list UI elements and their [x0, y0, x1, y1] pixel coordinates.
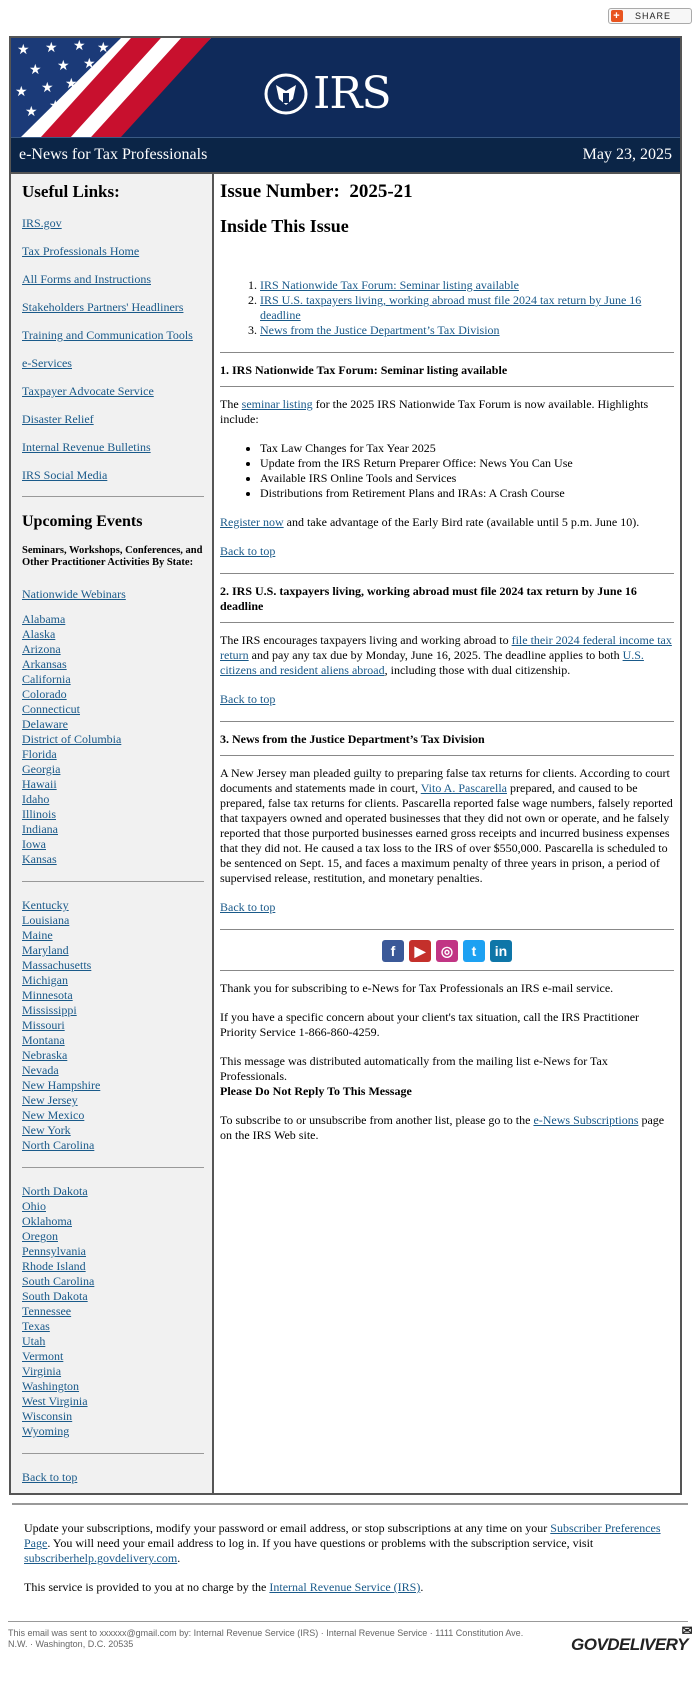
text-span: prepared, and caused to be prepared, false tax returns for clients. Pascarella reported false wage numbers, falsely reported that taxpayers owned and operated businesses that they did not own or operate, and he falsely reported that those purported businesses earned gross receipts and incurred business expenses that they did not. He caused a tax loss to the IRS of over $550,000. Pascarella is scheduled to be sentenced on Sept. 15, and faces a maximum penalty of three years in prison, a period of supervised release, restitution, and monetary penalties. [220, 781, 673, 885]
text-span: This service is provided to you at no charge by the [24, 1580, 270, 1594]
text-span: for the 2025 IRS Nationwide Tax Forum is now available. Highlights include: [220, 397, 649, 426]
bullet-item: • Tax Law Changes for Tax Year 2025 [260, 441, 674, 456]
closing-concern: If you have a specific concern about your client's tax situation, call the IRS Practitioner Priority Service 1-866-860-4259. [220, 1010, 640, 1039]
sidebar [11, 174, 214, 1493]
content-columns [11, 172, 680, 1493]
state-link[interactable]: Maine [22, 928, 53, 942]
state-link[interactable]: Delaware [22, 717, 68, 731]
text-span: , including those with dual citizenship. [384, 663, 571, 677]
share-row [0, 0, 700, 34]
state-link[interactable]: Georgia [22, 762, 61, 776]
useful-link[interactable]: Disaster Relief [22, 412, 94, 426]
irs-logo-text: IRS [313, 68, 391, 119]
useful-links-list [22, 216, 204, 482]
svg-text:★: ★ [73, 38, 86, 54]
section-1-heading: 1. IRS Nationwide Tax Forum: Seminar listing available [220, 363, 508, 377]
upcoming-events-subtitle: Seminars, Workshops, Conferences, and Other Practitioner Activities By State: [22, 545, 203, 568]
section-divider [220, 622, 674, 623]
text-span: page on the IRS Web site. [220, 1113, 665, 1142]
state-link[interactable]: New Jersey [22, 1093, 78, 1107]
svg-text:★: ★ [45, 40, 58, 56]
state-link[interactable]: Pennsylvania [22, 1244, 86, 1258]
toc-item [260, 323, 674, 338]
newsletter-subbar [11, 137, 680, 172]
back-to-top-row [220, 692, 674, 707]
state-link[interactable]: Tennessee [22, 1304, 72, 1318]
banner [11, 38, 680, 137]
toc-item [260, 278, 674, 293]
newsletter-title: e-News for Tax Professionals [19, 146, 208, 163]
state-link[interactable]: Kentucky [22, 898, 69, 912]
upcoming-events-title: Upcoming Events [22, 513, 143, 530]
footer-service-paragraph [24, 1580, 676, 1595]
section-3-heading: 3. News from the Justice Department’s Tax Division [220, 732, 485, 746]
section-2-heading: 2. IRS U.S. taxpayers living, working abroad must file 2024 tax return by June 16 deadline [220, 584, 637, 613]
state-link[interactable]: Alabama [22, 612, 66, 626]
state-link[interactable]: Kansas [22, 852, 57, 866]
bullet-item: • Available IRS Online Tools and Services [260, 471, 674, 486]
linkedin-icon[interactable]: in [490, 940, 512, 962]
plus-icon: + [611, 10, 623, 22]
newsletter-frame [9, 36, 682, 1495]
svg-text:★: ★ [29, 62, 42, 78]
state-link[interactable]: South Dakota [22, 1289, 88, 1303]
table-of-contents [220, 278, 674, 338]
instagram-icon[interactable]: ◎ [436, 940, 458, 962]
svg-text:★: ★ [65, 76, 78, 92]
useful-link[interactable]: Internal Revenue Bulletins [22, 440, 151, 454]
subscriber-preferences-link[interactable]: Subscriber Preferences Page [24, 1521, 661, 1550]
section-1-paragraph [220, 397, 674, 427]
svg-text:★: ★ [83, 56, 96, 72]
state-link[interactable]: Utah [22, 1334, 46, 1348]
state-link[interactable]: New Mexico [22, 1108, 85, 1122]
section-divider [220, 386, 674, 387]
sidebar-divider [22, 1453, 204, 1454]
useful-link[interactable]: Taxpayer Advocate Service [22, 384, 154, 398]
sidebar-divider [22, 881, 204, 882]
state-link[interactable]: Vermont [22, 1349, 64, 1363]
state-link[interactable]: Virginia [22, 1364, 62, 1378]
bullet-item: • Distributions from Retirement Plans and IRAs: A Crash Course [260, 486, 674, 501]
useful-link[interactable]: Stakeholders Partners' Headliners [22, 300, 184, 314]
sidebar-divider [22, 496, 204, 497]
inside-this-issue-heading: Inside This Issue [220, 216, 349, 236]
section-divider [220, 573, 674, 574]
state-link[interactable]: Nevada [22, 1063, 59, 1077]
seminar-listing-link[interactable]: seminar listing [241, 397, 313, 411]
text-span: The IRS encourages taxpayers living and working abroad to [220, 633, 512, 647]
toc-item [260, 293, 674, 323]
svg-text:★: ★ [49, 98, 62, 114]
state-link[interactable]: Mississippi [22, 1003, 77, 1017]
state-link[interactable]: West Virginia [22, 1394, 88, 1408]
state-link[interactable]: Iowa [22, 837, 46, 851]
closing-distribution [220, 1054, 674, 1099]
section-divider [220, 755, 674, 756]
state-link[interactable]: Massachusetts [22, 958, 92, 972]
useful-link[interactable]: Training and Communication Tools [22, 328, 193, 342]
section-divider [220, 352, 674, 353]
state-link[interactable]: Washington [22, 1379, 80, 1393]
text-span: To subscribe to or unsubscribe from another list, please go to the [220, 1113, 534, 1127]
facebook-icon[interactable]: f [382, 940, 404, 962]
toc-link[interactable]: IRS Nationwide Tax Forum: Seminar listing available [260, 278, 519, 292]
youtube-icon[interactable]: ▶ [409, 940, 431, 962]
do-not-reply-notice: Please Do Not Reply To This Message [220, 1084, 412, 1098]
section-divider [220, 970, 674, 971]
text-span: . [177, 1551, 181, 1565]
state-link[interactable]: California [22, 672, 71, 686]
nationwide-webinars-link[interactable]: Nationwide Webinars [22, 587, 126, 601]
state-link[interactable]: Hawaii [22, 777, 57, 791]
subscriber-help-link[interactable]: subscriberhelp.govdelivery.com [24, 1551, 178, 1565]
issue-label: Issue Number: [220, 181, 340, 202]
state-link[interactable]: North Carolina [22, 1138, 95, 1152]
state-link[interactable]: Nebraska [22, 1048, 68, 1062]
sidebar-back-to-top-link[interactable]: Back to top [22, 1470, 78, 1484]
closing-subscribe [220, 1113, 674, 1143]
envelope-icon: ✉ [681, 1623, 692, 1638]
state-link[interactable]: New Hampshire [22, 1078, 101, 1092]
text-span: and pay any tax due by Monday, June 16, 2025. The deadline applies to both [248, 648, 623, 662]
section-1-bullet-list [220, 441, 674, 501]
svg-text:★: ★ [17, 42, 30, 58]
register-now-link[interactable]: Register now [220, 515, 284, 529]
state-link[interactable]: Florida [22, 747, 57, 761]
state-link[interactable]: Maryland [22, 943, 69, 957]
issue-date: May 23, 2025 [582, 146, 672, 163]
state-link[interactable]: Michigan [22, 973, 68, 987]
useful-link[interactable]: e-Services [22, 356, 72, 370]
eagle-icon [263, 73, 309, 115]
toc-link[interactable]: News from the Justice Department’s Tax Division [260, 323, 500, 337]
section-3-paragraph [220, 766, 674, 886]
irs-logo [263, 68, 391, 119]
states-list-group-3 [22, 1184, 204, 1439]
sidebar-divider [22, 1167, 204, 1168]
twitter-icon[interactable]: t [463, 940, 485, 962]
state-link[interactable]: Montana [22, 1033, 65, 1047]
state-link[interactable]: Ohio [22, 1199, 46, 1213]
state-link[interactable]: Rhode Island [22, 1259, 86, 1273]
state-link[interactable]: Colorado [22, 687, 67, 701]
useful-link[interactable]: IRS Social Media [22, 468, 108, 482]
govdelivery-text: GOVDELIVERY [571, 1635, 688, 1654]
text-span: and take advantage of the Early Bird rate (available until 5 p.m. June 10). [283, 515, 640, 529]
section-1-register-paragraph [220, 515, 674, 530]
text-span: A New Jersey man pleaded guilty to preparing false tax returns for clients. According to court documents and statements made in court, [220, 766, 670, 795]
state-link[interactable]: Illinois [22, 807, 57, 821]
svg-text:★: ★ [15, 84, 28, 100]
state-link[interactable]: South Carolina [22, 1274, 95, 1288]
state-link[interactable]: Texas [22, 1319, 50, 1333]
text-span: . [420, 1580, 424, 1594]
state-link[interactable]: District of Columbia [22, 732, 122, 746]
back-to-top-row [220, 900, 674, 915]
govdelivery-logo [571, 1623, 692, 1654]
state-link[interactable]: Indiana [22, 822, 58, 836]
state-link[interactable]: Missouri [22, 1018, 65, 1032]
states-list-group-2 [22, 898, 204, 1153]
issue-number-heading [220, 181, 674, 202]
state-link[interactable]: Louisiana [22, 913, 70, 927]
subscription-footer [12, 1503, 688, 1621]
state-link[interactable]: Oklahoma [22, 1214, 72, 1228]
file-tax-return-link[interactable]: file their 2024 federal income tax return [220, 633, 672, 662]
svg-text:★: ★ [25, 104, 38, 120]
enews-subscriptions-link[interactable]: e-News Subscriptions [533, 1113, 639, 1127]
citizens-abroad-link[interactable]: U.S. citizens and resident aliens abroad [220, 648, 644, 677]
section-2-paragraph [220, 633, 674, 678]
states-list-group-1 [22, 612, 204, 867]
irs-link[interactable]: Internal Revenue Service (IRS) [269, 1580, 421, 1594]
useful-link[interactable]: All Forms and Instructions [22, 272, 151, 286]
state-link[interactable]: Arizona [22, 642, 61, 656]
issue-number: 2025-21 [349, 181, 413, 202]
state-link[interactable]: Idaho [22, 792, 50, 806]
share-label: SHARE [635, 11, 672, 21]
sender-address: This email was sent to xxxxxx@gmail.com by: Internal Revenue Service (IRS) · Internal Revenue Service · 1111 Constitution Ave. N.W. · Washington, D.C. 20535 [8, 1628, 524, 1649]
back-to-top-link[interactable]: Back to top [220, 692, 276, 706]
svg-text:★: ★ [97, 40, 110, 56]
useful-link[interactable]: Tax Professionals Home [22, 244, 140, 258]
state-link[interactable]: Wyoming [22, 1424, 70, 1438]
useful-links-title: Useful Links: [22, 182, 120, 201]
svg-text:★: ★ [41, 80, 54, 96]
state-link[interactable]: Arkansas [22, 657, 67, 671]
bullet-item: • Update from the IRS Return Preparer Office: News You Can Use [260, 456, 674, 471]
main-content [214, 174, 680, 1493]
flag-graphic [11, 38, 211, 137]
state-link[interactable]: New York [22, 1123, 71, 1137]
back-to-top-link[interactable]: Back to top [220, 900, 276, 914]
section-divider [220, 721, 674, 722]
closing-thanks: Thank you for subscribing to e-News for Tax Professionals an IRS e-mail service. [220, 981, 614, 995]
bottom-bar [8, 1621, 692, 1656]
state-link[interactable]: North Dakota [22, 1184, 88, 1198]
text-span: This message was distributed automatically from the mailing list e-News for Tax Professionals. [220, 1054, 608, 1083]
state-link[interactable]: Wisconsin [22, 1409, 73, 1423]
text-span: The [220, 397, 242, 411]
pascarella-link[interactable]: Vito A. Pascarella [420, 781, 507, 795]
useful-link[interactable]: IRS.gov [22, 216, 62, 230]
text-span: Update your subscriptions, modify your password or email address, or stop subscriptions at any time on your [24, 1521, 551, 1535]
back-to-top-row [220, 544, 674, 559]
section-divider [220, 929, 674, 930]
svg-text:★: ★ [57, 58, 70, 74]
state-link[interactable]: Connecticut [22, 702, 80, 716]
text-span: . You will need your email address to log in. If you have questions or problems with the subscription service, visit [47, 1536, 594, 1550]
state-link[interactable]: Alaska [22, 627, 56, 641]
social-icons-row [220, 940, 674, 962]
toc-link[interactable]: IRS U.S. taxpayers living, working abroad must file 2024 tax return by June 16 deadline [260, 293, 642, 322]
share-button[interactable] [608, 8, 692, 24]
state-link[interactable]: Minnesota [22, 988, 73, 1002]
footer-preferences-paragraph [24, 1521, 676, 1566]
state-link[interactable]: Oregon [22, 1229, 58, 1243]
back-to-top-link[interactable]: Back to top [220, 544, 276, 558]
